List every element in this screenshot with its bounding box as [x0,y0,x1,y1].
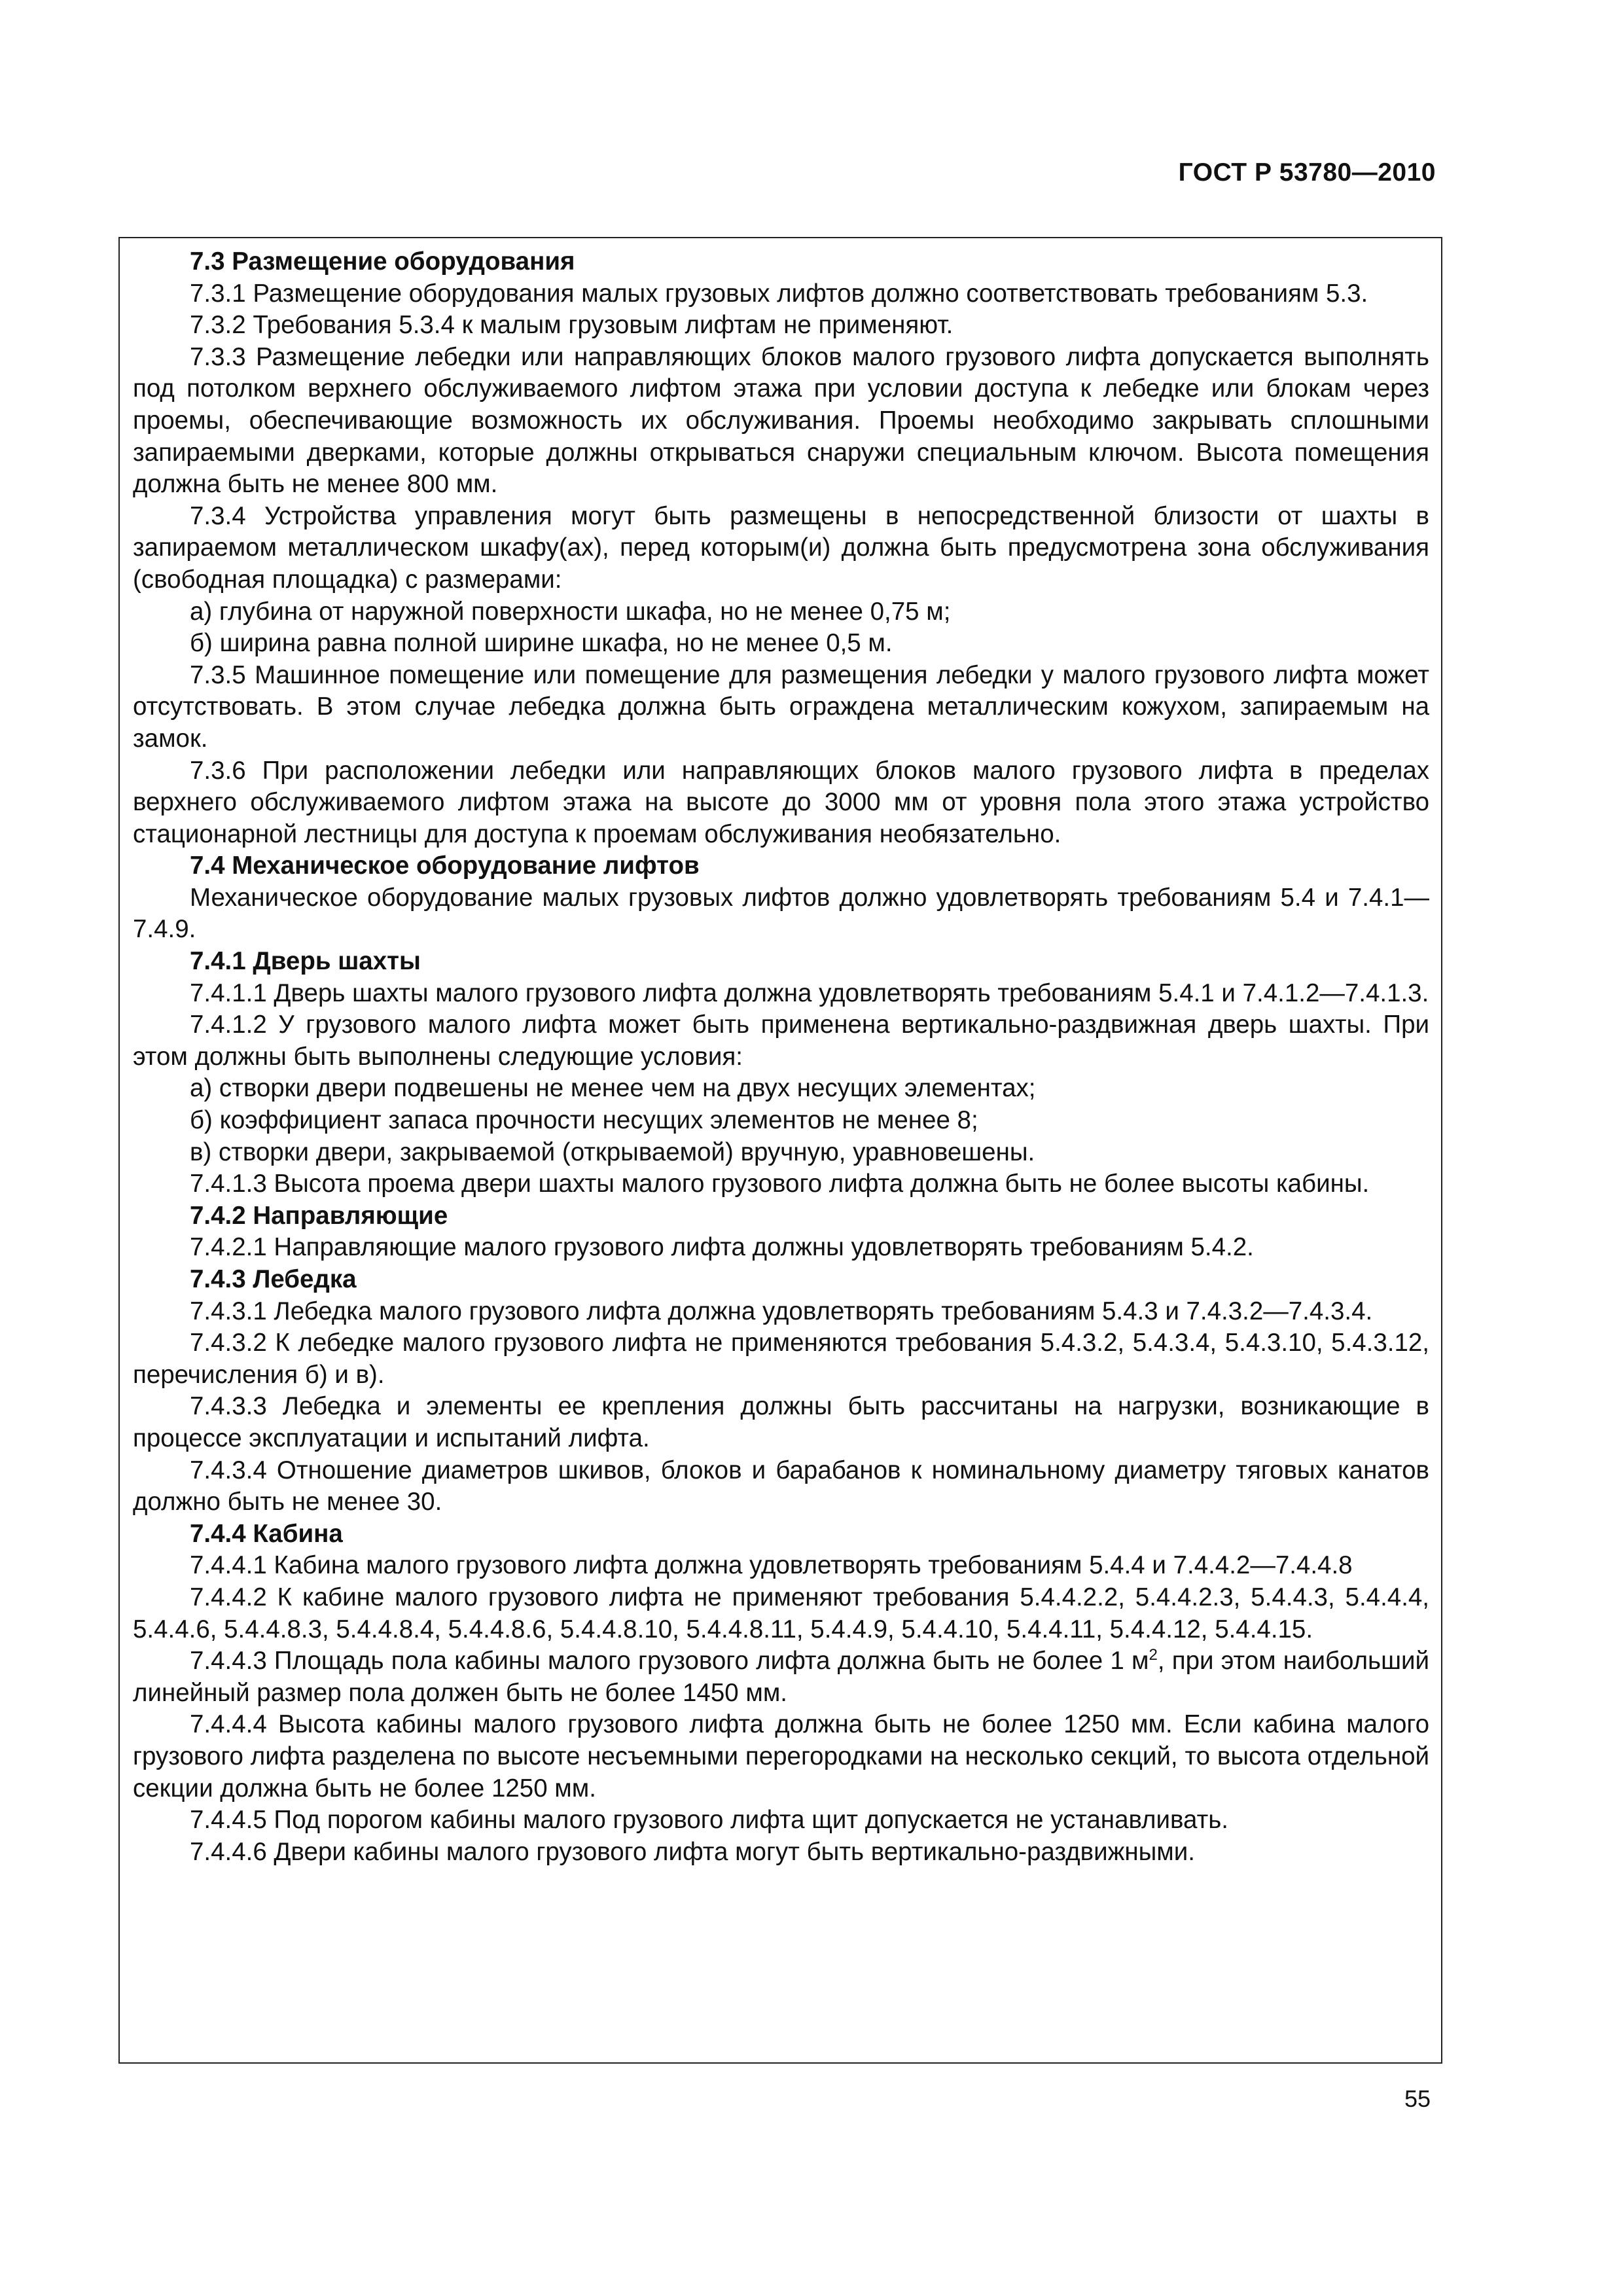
paragraph-text-after: , при этом наибольший линейный размер пола должен быть не более 1450 мм. [133,1647,1429,1707]
paragraph: 7.4.4.5 Под порогом кабины малого грузового лифта щит допускается не устанавливать. [190,1806,1228,1835]
superscript: 2 [1149,1646,1158,1664]
paragraph-text-before: 7.4.4.3 Площадь пола кабины малого грузового лифта должна быть не более 1 м [190,1647,1149,1676]
subsection-heading: 7.4.2 Направляющие [190,1201,448,1230]
section-heading: 7.4 Механическое оборудование лифтов [190,852,700,880]
paragraph: 7.3.2 Требования 5.3.4 к малым грузовым лифтам не применяют. [190,311,954,340]
paragraph: 7.4.4.4 Высота кабины малого грузового лифта должна быть не более 1250 мм. Если кабина малого грузового лифта разделена по высоте несъемными перегородками на несколько секций, то высота отдельной секции должна быть не более 1250 мм. [133,1710,1429,1803]
list-item: б) ширина равна полной ширине шкафа, но не менее 0,5 м. [190,629,893,658]
page-number: 55 [1404,2085,1431,2112]
subsection-heading: 7.4.1 Дверь шахты [190,947,421,976]
paragraph: 7.4.4.6 Двери кабины малого грузового лифта могут быть вертикально-раздвижными. [190,1837,1195,1866]
paragraph: 7.3.1 Размещение оборудования малых грузовых лифтов должно соответствовать требованиям 5.3. [190,279,1368,308]
paragraph: 7.4.1.1 Дверь шахты малого грузового лифта должна удовлетворять требованиям 5.4.1 и 7.4.1.2—7.4.1.3. [190,978,1429,1007]
paragraph: 7.3.5 Машинное помещение или помещение для размещения лебедки у малого грузового лифта может отсутствовать. В этом случае лебедка должна быть ограждена металлическим кожухом, запираемым на замок. [133,660,1429,753]
content-frame [118,237,1442,2064]
paragraph: 7.4.3.1 Лебедка малого грузового лифта должна удовлетворять требованиям 5.4.3 и 7.4.3.2—7.4.3.4. [190,1297,1373,1325]
paragraph: 7.4.4.1 Кабина малого грузового лифта должна удовлетворять требованиям 5.4.4 и 7.4.4.2—7.4.4.8 [190,1551,1353,1580]
paragraph: 7.4.3.3 Лебедка и элементы ее крепления должны быть рассчитаны на нагрузки, возникающие в процессе эксплуатации и испытаний лифта. [133,1392,1429,1452]
document-header: ГОСТ Р 53780—2010 [1178,158,1436,187]
section-heading: 7.3 Размещение оборудования [190,247,575,276]
subsection-heading: 7.4.3 Лебедка [190,1265,357,1293]
paragraph: 7.4.1.3 Высота проема двери шахты малого грузового лифта должна быть не более высоты кабины. [190,1170,1370,1198]
paragraph: 7.4.1.2 У грузового малого лифта может быть применена вертикально-раздвижная дверь шахты. При этом должны быть выполнены следующие условия: [133,1011,1429,1071]
list-item: а) глубина от наружной поверхности шкафа, но не менее 0,75 м; [190,597,951,626]
list-item: в) створки двери, закрываемой (открываемой) вручную, уравновешены. [190,1138,1035,1166]
paragraph: 7.4.3.4 Отношение диаметров шкивов, блоков и барабанов к номинальному диаметру тяговых канатов должно быть не менее 30. [133,1456,1429,1516]
paragraph: 7.4.4.2 К кабине малого грузового лифта не применяют требования 5.4.4.2.2, 5.4.4.2.3, 5.4.4.3, 5.4.4.4, 5.4.4.6, 5.4.4.8.3, 5.4.4.8.4, 5.4.4.8.6, 5.4.4.8.10, 5.4.4.8.11, 5.4.4.9, 5.4.4.10, 5.4.4.11, 5.4.4.12, 5.4.4.15. [133,1583,1429,1643]
paragraph: 7.3.6 При расположении лебедки или направляющих блоков малого грузового лифта в пределах верхнего обслуживаемого лифтом этажа на высоте до 3000 мм от уровня пола этого этажа устройство стационарной лестницы для доступа к проемам обслуживания необязательно. [133,756,1429,848]
paragraph-with-superscript [133,1645,1429,1709]
paragraph: 7.4.2.1 Направляющие малого грузового лифта должны удовлетворять требованиям 5.4.2. [190,1233,1254,1262]
subsection-heading: 7.4.4 Кабина [190,1519,343,1548]
paragraph: 7.3.3 Размещение лебедки или направляющих блоков малого грузового лифта допускается выполнять под потолком верхнего обслуживаемого лифтом этажа при условии доступа к лебедке или блокам через проемы, обеспечивающие возможность их обслуживания. Проемы необходимо закрывать сплошными запираемыми дверками, которые должны открываться снаружи специальным ключом. Высота помещения должна быть не менее 800 мм. [133,342,1429,499]
list-item: а) створки двери подвешены не менее чем на двух несущих элементах; [190,1074,1036,1103]
paragraph: Механическое оборудование малых грузовых лифтов должно удовлетворять требованиям 5.4 и 7.4.1—7.4.9. [133,883,1429,944]
list-item: б) коэффициент запаса прочности несущих элементов не менее 8; [190,1106,978,1135]
paragraph: 7.4.3.2 К лебедке малого грузового лифта не применяются требования 5.4.3.2, 5.4.3.4, 5.4.3.10, 5.4.3.12, перечисления б) и в). [133,1329,1429,1389]
paragraph: 7.3.4 Устройства управления могут быть размещены в непосредственной близости от шахты в запираемом металлическом шкафу(ах), перед которым(и) должна быть предусмотрена зона обслуживания (свободная площадка) с размерами: [133,501,1429,594]
